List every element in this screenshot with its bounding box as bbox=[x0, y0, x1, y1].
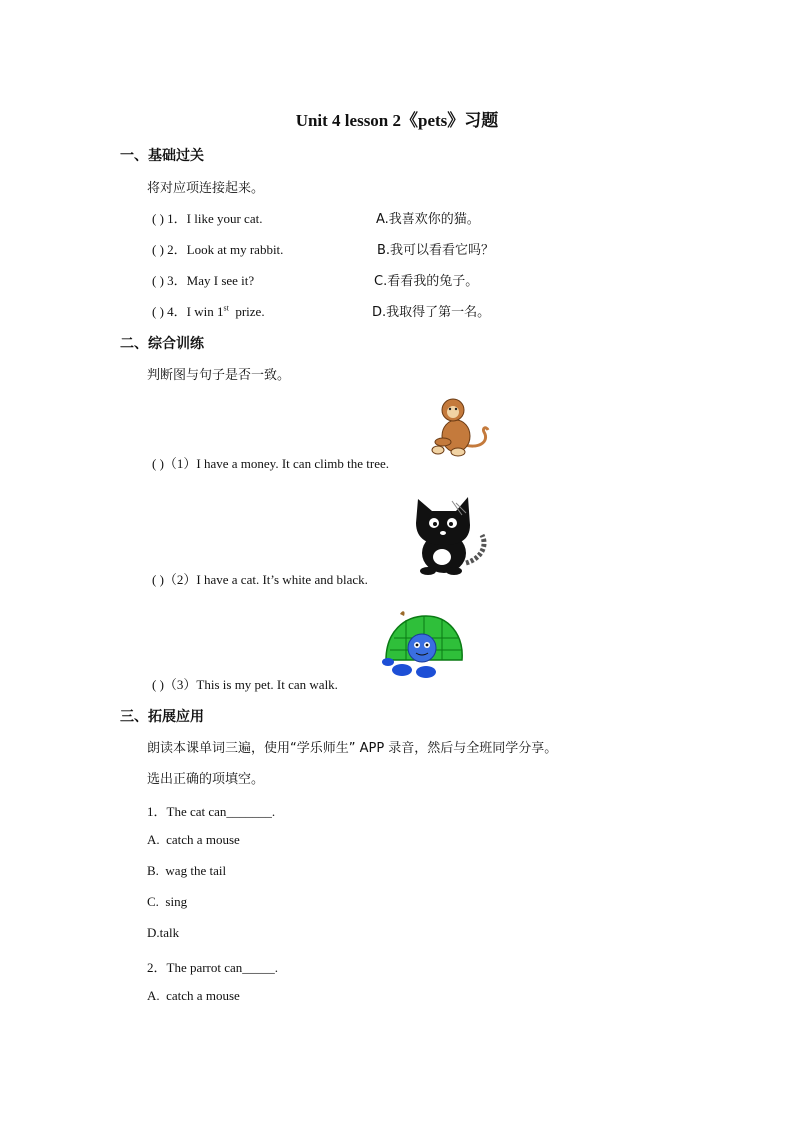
q1-option-a: A. catch a mouse bbox=[147, 832, 240, 847]
match-item-3-right: C.看看我的兔子。 bbox=[374, 274, 479, 289]
cat-picture bbox=[406, 493, 490, 577]
q1-option-d: D.talk bbox=[147, 925, 180, 940]
monkey-picture bbox=[428, 392, 492, 460]
match-item-2-right: B.我可以看看它吗？ bbox=[377, 243, 495, 258]
q1-option-b: B. wag the tail bbox=[147, 863, 227, 878]
section1-heading: 一、基础过关 bbox=[120, 148, 204, 164]
section3-line1: 朗读本课单词三遍，使用“学乐师生” APP 录音，然后与全班同学分享。 bbox=[147, 741, 558, 756]
section2-instruction: 判断图与句子是否一致。 bbox=[147, 368, 291, 383]
match-item-1-left: ( ) 1．I like your cat. bbox=[152, 211, 263, 226]
question-1: 1．The cat can_______. bbox=[147, 804, 276, 819]
judge-item-2: ( )（2）I have a cat. It’s white and black. bbox=[152, 572, 368, 587]
page-title: Unit 4 lesson 2《pets》习题 bbox=[295, 111, 499, 130]
match-item-4-left bbox=[152, 301, 265, 320]
turtle-picture bbox=[380, 608, 466, 680]
match-item-2-left: ( ) 2．Look at my rabbit. bbox=[152, 242, 284, 257]
match-item-4-left-pre: ( ) 4．I win 1 bbox=[152, 304, 224, 319]
section3-heading: 三、拓展应用 bbox=[120, 709, 204, 725]
match-item-3-left: ( ) 3．May I see it? bbox=[152, 273, 255, 288]
match-item-4-left-post: prize. bbox=[228, 304, 265, 319]
section1-instruction: 将对应项连接起来。 bbox=[147, 181, 265, 196]
judge-item-3: ( )（3）This is my pet. It can walk. bbox=[152, 677, 338, 692]
q2-option-a: A. catch a mouse bbox=[147, 988, 240, 1003]
question-2: 2．The parrot can_____. bbox=[147, 960, 279, 975]
section2-heading: 二、综合训练 bbox=[120, 336, 204, 352]
section3-line2: 选出正确的项填空。 bbox=[147, 772, 265, 787]
match-item-4-right: D.我取得了第一名。 bbox=[372, 305, 491, 320]
q1-option-c: C. sing bbox=[147, 894, 188, 909]
match-item-4-left-sup: st bbox=[223, 303, 229, 313]
judge-item-1: ( )（1）I have a money. It can climb the tree. bbox=[152, 456, 390, 471]
match-item-1-right: A.我喜欢你的猫。 bbox=[376, 212, 480, 227]
